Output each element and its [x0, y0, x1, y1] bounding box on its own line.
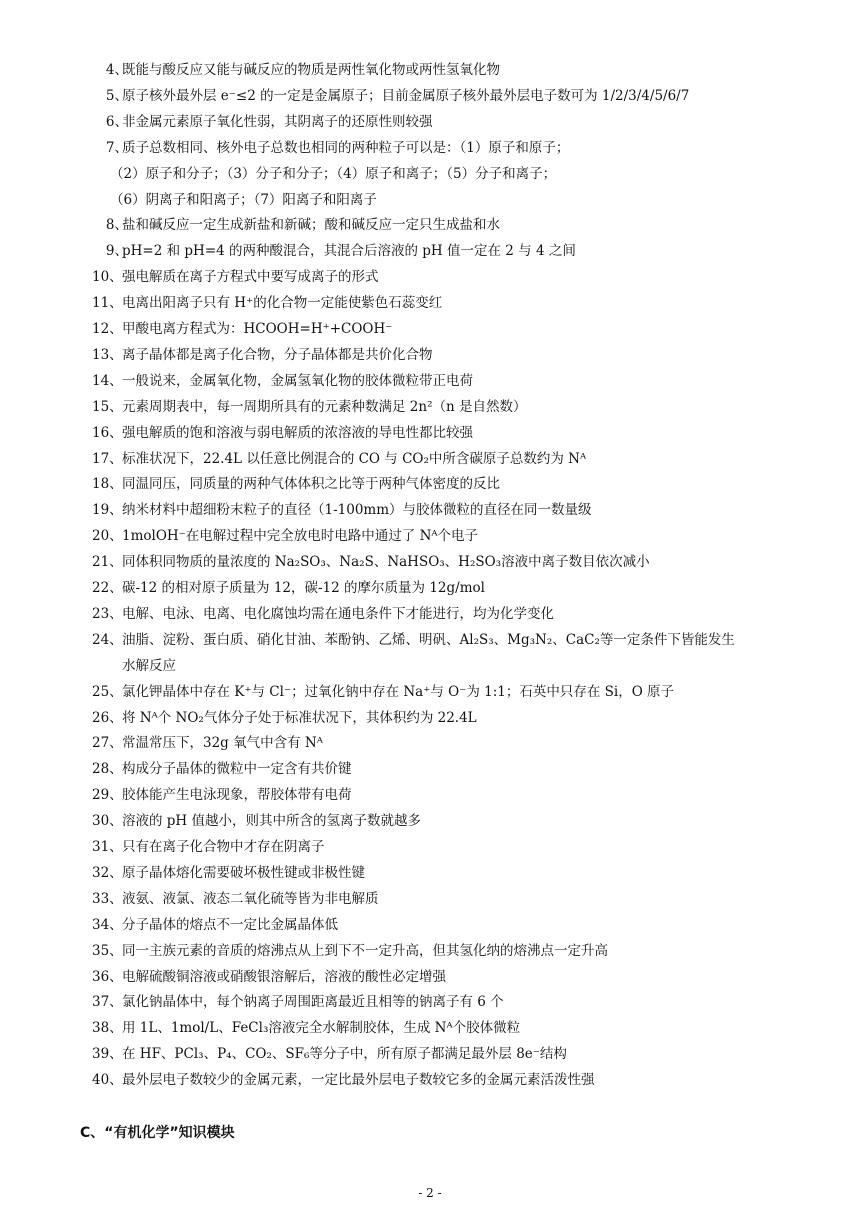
- item-number: 13、: [92, 346, 123, 363]
- item-number: 25、: [92, 683, 123, 700]
- list-item: [0, 1067, 860, 1093]
- item-text: 分子晶体的熔点不一定比金属晶体低: [122, 916, 338, 933]
- list-item: [0, 964, 860, 990]
- item-number: 23、: [92, 605, 123, 622]
- item-number: 8、: [105, 217, 128, 234]
- list-item: [0, 730, 860, 756]
- list-item: [0, 705, 860, 731]
- list-item: [0, 1015, 860, 1041]
- item-text: 元素周期表中，每一周期所具有的元素种数满足 2n²（n 是自然数）: [122, 398, 527, 415]
- item-number: 16、: [92, 424, 123, 441]
- item-text: 构成分子晶体的微粒中一定含有共价键: [122, 761, 352, 778]
- list-item: [0, 264, 860, 290]
- list-item: [0, 679, 860, 705]
- list-item: [0, 394, 860, 420]
- list-item-continuation: [0, 653, 860, 679]
- item-number: 28、: [92, 761, 123, 778]
- item-number: 27、: [92, 735, 123, 752]
- list-item-continuation: [0, 187, 860, 213]
- list-item: [0, 446, 860, 472]
- list-item: [0, 342, 860, 368]
- item-text: 用 1L、1mol/L、FeCl₃溶液完全水解制胶体，生成 Nᴬ个胶体微粒: [122, 1020, 521, 1037]
- item-number: 14、: [92, 372, 123, 389]
- item-number: 6、: [105, 113, 128, 130]
- item-text: pH=2 和 pH=4 的两种酸混合，其混合后溶液的 pH 值一定在 2 与 4 之间: [122, 243, 576, 260]
- list-item: [0, 290, 860, 316]
- item-text: 强电解质的饱和溶液与弱电解质的浓溶液的导电性都比较强: [122, 424, 473, 441]
- list-item: [0, 316, 860, 342]
- list-item: [0, 238, 860, 264]
- item-text: 同温同压，同质量的两种气体体积之比等于两种气体密度的反比: [122, 476, 500, 493]
- item-text: 最外层电子数较少的金属元素，一定比最外层电子数较它多的金属元素活泼性强: [122, 1072, 595, 1089]
- item-number: 35、: [92, 942, 123, 959]
- list-item: [0, 523, 860, 549]
- item-number: 5、: [105, 87, 128, 104]
- item-text-continuation: （2）原子和分子；（3）分子和分子；（4）原子和离子；（5）分子和离子；: [110, 165, 557, 182]
- item-number: 7、: [105, 139, 128, 156]
- item-text: 电解硫酸铜溶液或硝酸银溶解后，溶液的酸性必定增强: [122, 968, 446, 985]
- item-number: 15、: [92, 398, 123, 415]
- item-text: 常温常压下，32g 氧气中含有 Nᴬ: [122, 735, 323, 752]
- item-text: 纳米材料中超细粉末粒子的直径（1-100mm）与胶体微粒的直径在同一数量级: [122, 502, 592, 519]
- list-item: [0, 57, 860, 83]
- item-text: 标准状况下，22.4L 以任意比例混合的 CO 与 CO₂中所含碳原子总数约为 Nᴬ: [122, 450, 587, 467]
- item-number: 31、: [92, 839, 123, 855]
- item-number: 21、: [92, 554, 123, 571]
- item-text: 一般说来，金属氧化物，金属氢氧化物的胶体微粒带正电荷: [122, 372, 473, 389]
- list-item: [0, 549, 860, 575]
- list-item: [0, 886, 860, 912]
- item-text: 碳-12 的相对原子质量为 12，碳-12 的摩尔质量为 12g/mol: [122, 580, 485, 596]
- item-text: 电离出阳离子只有 H⁺的化合物一定能使紫色石蕊变红: [122, 295, 443, 312]
- item-text: 1molOH⁻在电解过程中完全放电时电路中通过了 Nᴬ个电子: [122, 528, 479, 545]
- item-number: 9、: [105, 243, 128, 260]
- list-item: [0, 212, 860, 238]
- list-item: [0, 420, 860, 446]
- item-number: 24、: [92, 631, 123, 648]
- item-text-continuation: （6）阴离子和阳离子；（7）阳离子和阳离子: [110, 191, 377, 208]
- list-item: [0, 627, 860, 653]
- list-item: [0, 368, 860, 394]
- item-text: 将 Nᴬ个 NO₂气体分子处于标准状况下，其体积约为 22.4L: [122, 709, 477, 726]
- list-item: [0, 989, 860, 1015]
- item-text: 甲酸电离方程式为：HCOOH=H⁺+COOH⁻: [122, 321, 393, 337]
- item-number: 19、: [92, 502, 123, 519]
- item-text: 离子晶体都是离子化合物，分子晶体都是共价化合物: [122, 346, 433, 363]
- item-text: 既能与酸反应又能与碱反应的物质是两性氧化物或两性氢氧化物: [122, 62, 500, 78]
- list-item: [0, 860, 860, 886]
- list-item: [0, 808, 860, 834]
- item-number: 20、: [92, 528, 123, 545]
- list-item: [0, 782, 860, 808]
- item-text: 氯化钠晶体中，每个钠离子周围距离最近且相等的钠离子有 6 个: [122, 994, 504, 1011]
- item-text: 电解、电泳、电离、电化腐蚀均需在通电条件下才能进行，均为化学变化: [122, 605, 554, 622]
- item-number: 33、: [92, 890, 123, 907]
- item-text-continuation: 水解反应: [122, 657, 176, 674]
- item-number: 34、: [92, 916, 123, 933]
- item-number: 36、: [92, 968, 123, 985]
- list-item: [0, 83, 860, 109]
- list-item: [0, 912, 860, 938]
- item-number: 18、: [92, 476, 123, 493]
- item-text: 非金属元素原子氧化性弱，其阴离子的还原性则较强: [122, 113, 433, 130]
- item-number: 26、: [92, 709, 123, 726]
- item-text: 氯化钾晶体中存在 K⁺与 Cl⁻；过氧化钠中存在 Na⁺与 O⁻为 1:1；石英中只存在 Si，O 原子: [122, 683, 675, 700]
- item-text: 原子核外最外层 e⁻≤2 的一定是金属原子；目前金属原子核外最外层电子数可为 1/2/3/4/5/6/7: [122, 87, 690, 104]
- item-number: 12、: [92, 321, 123, 337]
- item-text: 盐和碱反应一定生成新盐和新碱；酸和碱反应一定只生成盐和水: [122, 217, 500, 234]
- item-number: 4、: [105, 62, 128, 78]
- list-item: [0, 135, 860, 161]
- item-number: 11、: [92, 295, 123, 312]
- item-number: 30、: [92, 813, 123, 830]
- item-text: 溶液的 pH 值越小，则其中所含的氢离子数就越多: [122, 813, 421, 830]
- list-item: [0, 497, 860, 523]
- item-text: 同一主族元素的音质的熔沸点从上到下不一定升高，但其氢化纳的熔沸点一定升高: [122, 942, 608, 959]
- list-item: [0, 756, 860, 782]
- item-number: 29、: [92, 787, 123, 804]
- item-number: 10、: [92, 269, 123, 286]
- item-text: 油脂、淀粉、蛋白质、硝化甘油、苯酚钠、乙烯、明矾、Al₂S₃、Mg₃N₂、CaC₂等一定条件下皆能发生: [122, 631, 735, 648]
- list-item: [0, 938, 860, 964]
- item-text: 原子晶体熔化需要破坏极性键或非极性键: [122, 864, 365, 881]
- item-text: 在 HF、PCl₃、P₄、CO₂、SF₆等分子中，所有原子都满足最外层 8e⁻结构: [122, 1046, 567, 1063]
- section-heading: C、“有机化学”知识模块: [80, 1125, 235, 1141]
- list-item: [0, 1041, 860, 1067]
- item-number: 38、: [92, 1020, 123, 1037]
- list-item: [0, 834, 860, 860]
- item-text: 胶体能产生电泳现象，帮胶体带有电荷: [122, 787, 352, 804]
- list-item: [0, 471, 860, 497]
- page-number: - 2 -: [418, 1186, 442, 1200]
- item-text: 只有在离子化合物中才存在阴离子: [122, 839, 325, 855]
- item-text: 强电解质在离子方程式中要写成离子的形式: [122, 269, 379, 286]
- item-number: 39、: [92, 1046, 123, 1063]
- item-text: 质子总数相同、核外电子总数也相同的两种粒子可以是：（1）原子和原子；: [122, 139, 570, 156]
- item-number: 22、: [92, 580, 123, 596]
- list-item-continuation: [0, 161, 860, 187]
- list-item: [0, 601, 860, 627]
- item-number: 17、: [92, 450, 123, 467]
- item-number: 32、: [92, 864, 123, 881]
- list-item: [0, 575, 860, 601]
- list-item: [0, 109, 860, 135]
- item-number: 37、: [92, 994, 123, 1011]
- item-text: 同体积同物质的量浓度的 Na₂SO₃、Na₂S、NaHSO₃、H₂SO₃溶液中离子数目依次减小: [122, 554, 650, 571]
- item-text: 液氨、液氯、液态二氧化硫等皆为非电解质: [122, 890, 379, 907]
- item-number: 40、: [92, 1072, 123, 1089]
